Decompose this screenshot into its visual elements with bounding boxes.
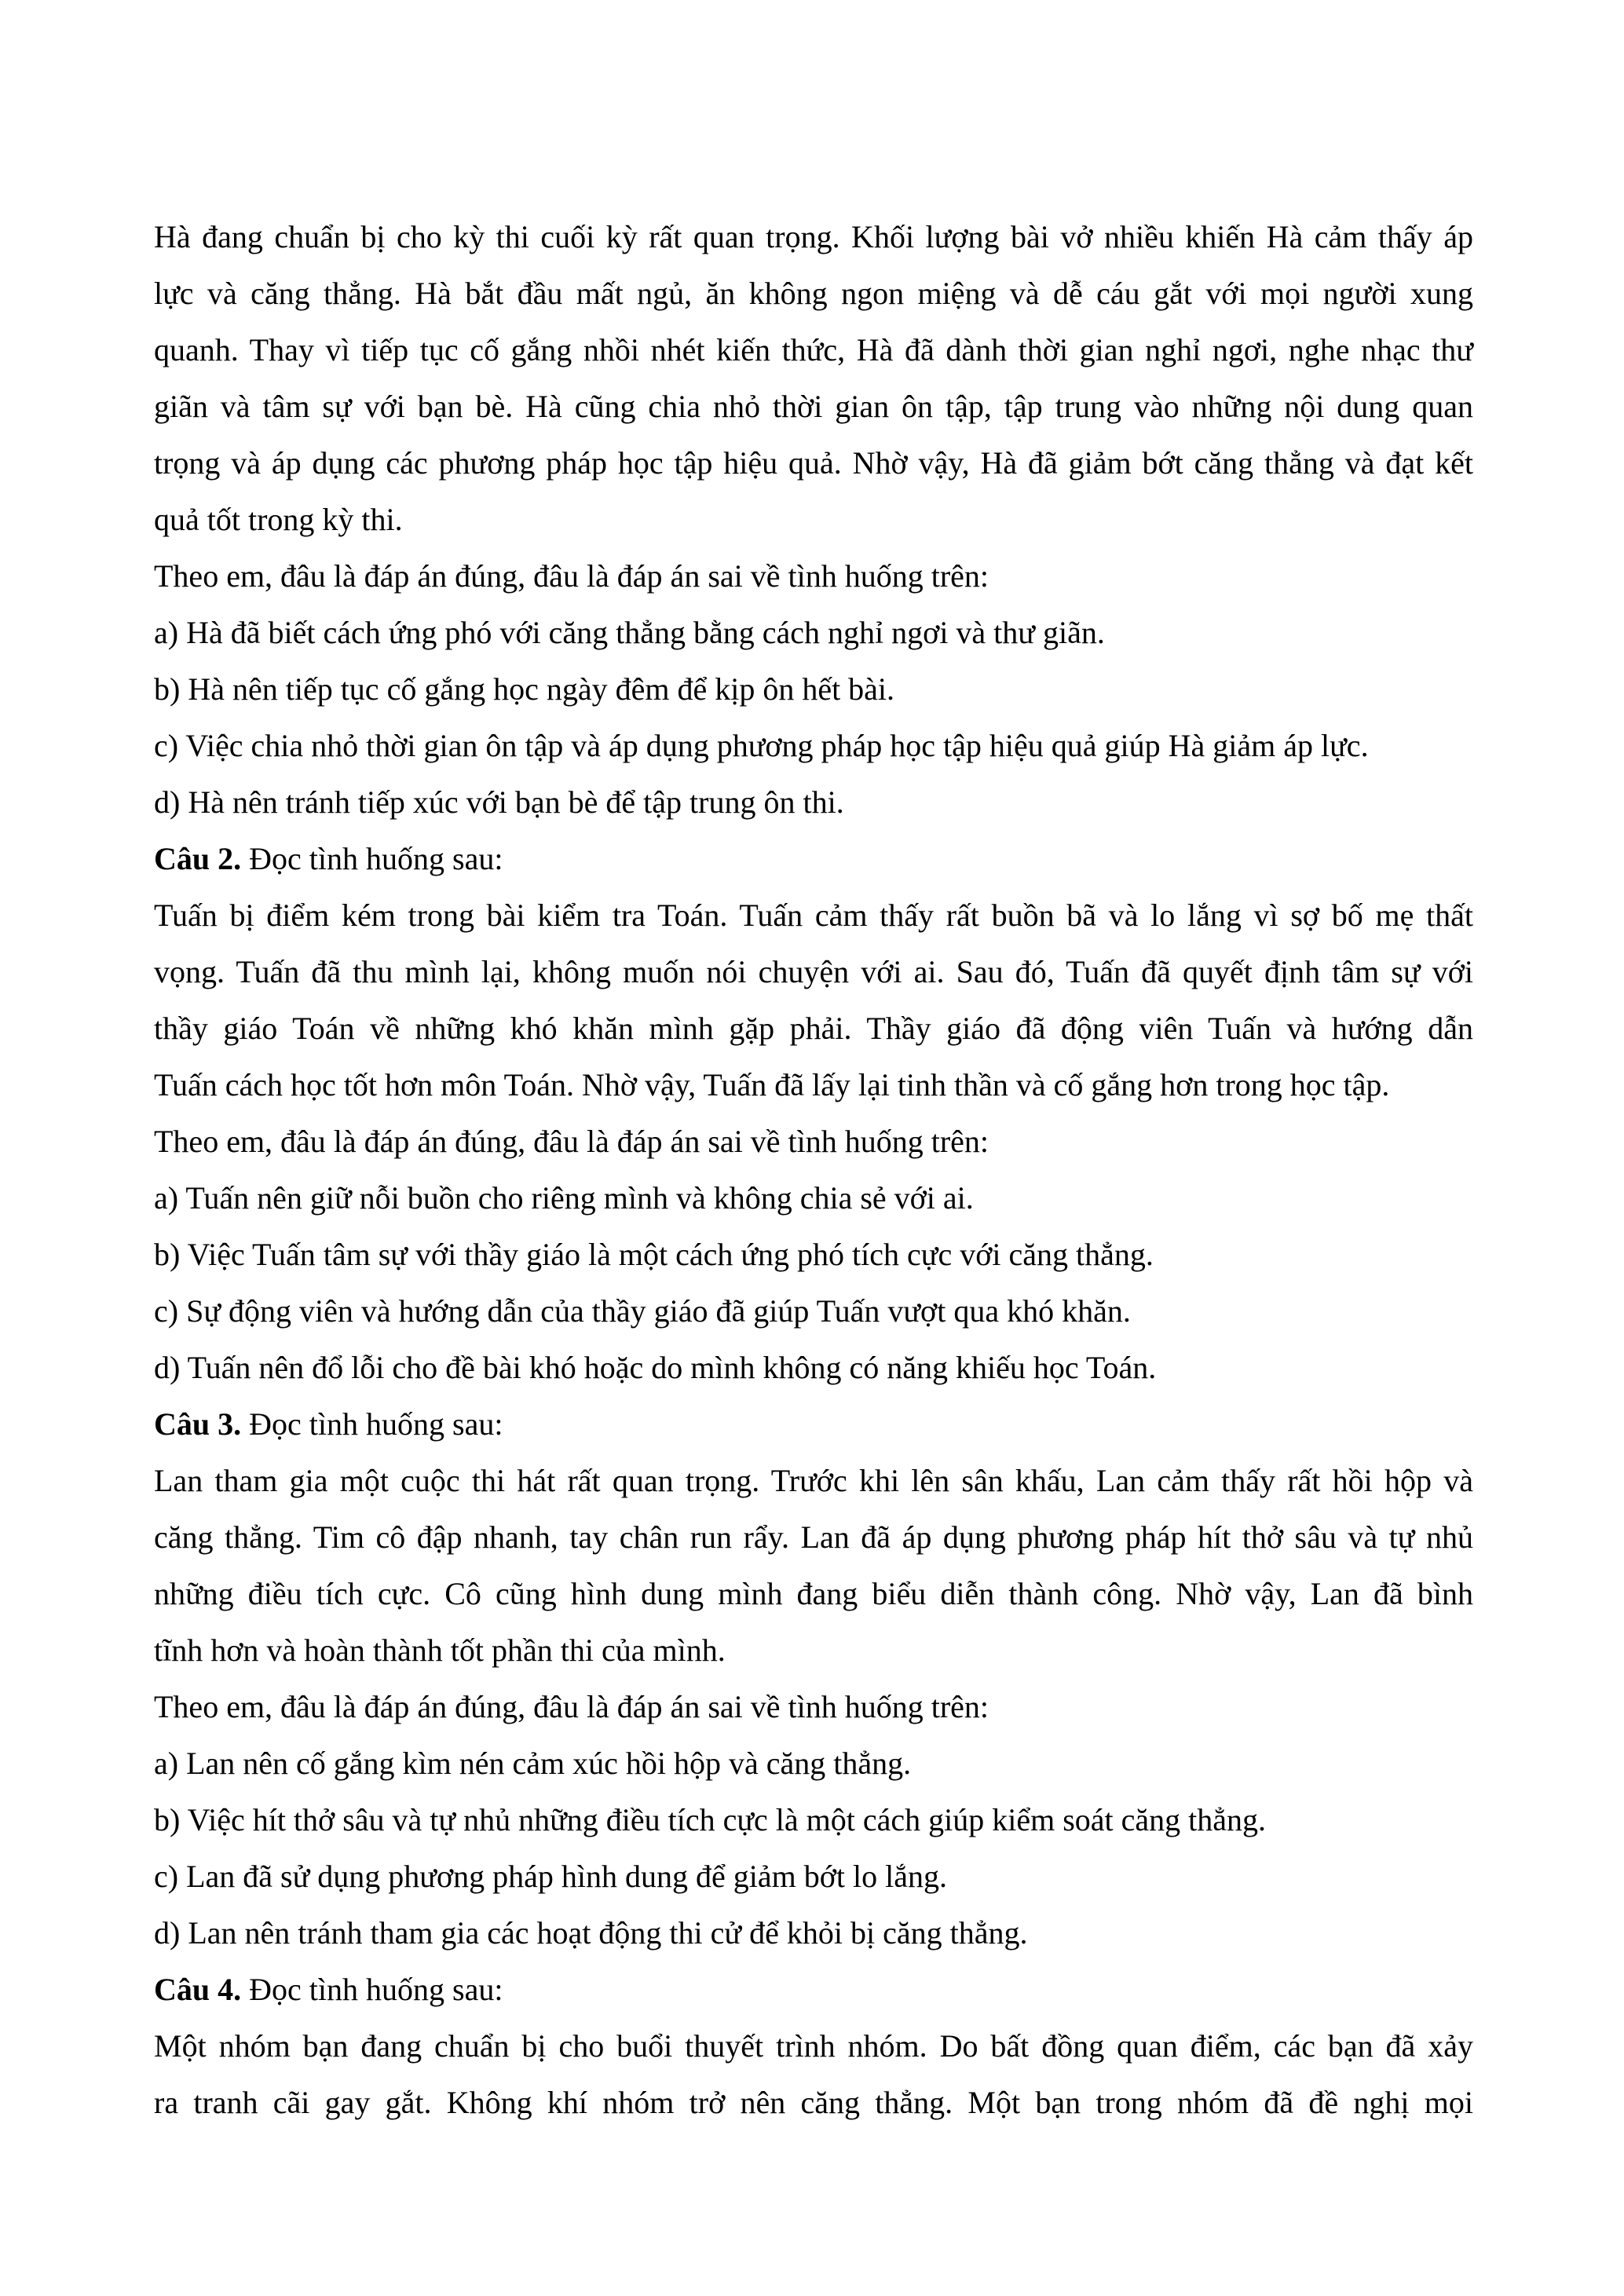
question-1-passage <box>154 209 1473 548</box>
passage-line: Tuấn cách học tốt hơn môn Toán. Nhờ vậy, Tuấn đã lấy lại tinh thần và cố gắng hơn trong học tập. <box>154 1067 1390 1102</box>
passage-line: những điều tích cực. Cô cũng hình dung mình đang biểu diễn thành công. Nhờ vậy, Lan đã bình <box>154 1576 1473 1611</box>
option-d: d) Lan nên tránh tham gia các hoạt động thi cử để khỏi bị căng thẳng. <box>154 1915 1028 1951</box>
passage-line: trọng và áp dụng các phương pháp học tập hiệu quả. Nhờ vậy, Hà đã giảm bớt căng thẳng và đạt kết <box>154 445 1473 481</box>
option-b: b) Việc hít thở sâu và tự nhủ những điều tích cực là một cách giúp kiểm soát căng thẳng. <box>154 1802 1267 1837</box>
question-2-label: Câu 2. <box>154 841 242 876</box>
passage-line: Lan tham gia một cuộc thi hát rất quan trọng. Trước khi lên sân khấu, Lan cảm thấy rất hồi hộp và <box>154 1463 1473 1498</box>
option-d: d) Hà nên tránh tiếp xúc với bạn bè để tập trung ôn thi. <box>154 784 844 820</box>
passage-line: vọng. Tuấn đã thu mình lại, không muốn nói chuyện với ai. Sau đó, Tuấn đã quyết định tâm sự với <box>154 954 1473 989</box>
option-d: d) Tuấn nên đổ lỗi cho đề bài khó hoặc do mình không có năng khiếu học Toán. <box>154 1350 1157 1385</box>
passage-line: quanh. Thay vì tiếp tục cố gắng nhồi nhét kiến thức, Hà đã dành thời gian nghỉ ngơi, nghe nhạc thư <box>154 332 1473 367</box>
question-4-heading <box>154 1961 1473 2018</box>
question-2-options <box>154 1170 1473 1396</box>
question-1-options <box>154 605 1473 831</box>
option-c: c) Sự động viên và hướng dẫn của thầy giáo đã giúp Tuấn vượt qua khó khăn. <box>154 1293 1131 1329</box>
question-2-instruction: Đọc tình huống sau: <box>241 841 503 876</box>
question-3-heading <box>154 1396 1473 1453</box>
passage-line: Một nhóm bạn đang chuẩn bị cho buổi thuyết trình nhóm. Do bất đồng quan điểm, các bạn đã xảy <box>154 2028 1473 2064</box>
passage-line: thầy giáo Toán về những khó khăn mình gặp phải. Thầy giáo đã động viên Tuấn và hướng dẫn <box>154 1011 1473 1046</box>
question-2-prompt: Theo em, đâu là đáp án đúng, đâu là đáp án sai về tình huống trên: <box>154 1124 989 1159</box>
option-c: c) Việc chia nhỏ thời gian ôn tập và áp dụng phương pháp học tập hiệu quả giúp Hà giảm áp lực. <box>154 728 1369 763</box>
passage-line: Hà đang chuẩn bị cho kỳ thi cuối kỳ rất quan trọng. Khối lượng bài vở nhiều khiến Hà cảm thấy áp <box>154 219 1473 254</box>
question-3-prompt: Theo em, đâu là đáp án đúng, đâu là đáp án sai về tình huống trên: <box>154 1689 989 1724</box>
question-3-passage <box>154 1453 1473 1679</box>
option-a: a) Lan nên cố gắng kìm nén cảm xúc hồi hộp và căng thẳng. <box>154 1746 912 1781</box>
passage-line: giãn và tâm sự với bạn bè. Hà cũng chia nhỏ thời gian ôn tập, tập trung vào những nội dung quan <box>154 389 1473 424</box>
passage-line: lực và căng thẳng. Hà bắt đầu mất ngủ, ăn không ngon miệng và dễ cáu gắt với mọi người xung <box>154 276 1473 311</box>
question-2-heading <box>154 831 1473 887</box>
passage-line: quả tốt trong kỳ thi. <box>154 502 403 537</box>
passage-line: tĩnh hơn và hoàn thành tốt phần thi của mình. <box>154 1632 726 1668</box>
question-1-prompt: Theo em, đâu là đáp án đúng, đâu là đáp án sai về tình huống trên: <box>154 558 989 594</box>
question-4-passage <box>154 2018 1473 2131</box>
passage-line: ra tranh cãi gay gắt. Không khí nhóm trở nên căng thẳng. Một bạn trong nhóm đã đề nghị mọi <box>154 2085 1473 2120</box>
option-b: b) Việc Tuấn tâm sự với thầy giáo là một cách ứng phó tích cực với căng thẳng. <box>154 1237 1154 1272</box>
document-body <box>154 209 1473 2131</box>
question-3-label: Câu 3. <box>154 1406 242 1442</box>
passage-line: căng thẳng. Tim cô đập nhanh, tay chân run rẩy. Lan đã áp dụng phương pháp hít thở sâu và tự nhủ <box>154 1519 1473 1555</box>
question-3-options <box>154 1735 1473 1961</box>
question-3-instruction: Đọc tình huống sau: <box>241 1406 503 1442</box>
question-2-passage <box>154 887 1473 1113</box>
passage-line: Tuấn bị điểm kém trong bài kiểm tra Toán. Tuấn cảm thấy rất buồn bã và lo lắng vì sợ bố mẹ thất <box>154 898 1473 933</box>
question-4-instruction: Đọc tình huống sau: <box>241 1972 503 2007</box>
option-a: a) Tuấn nên giữ nỗi buồn cho riêng mình và không chia sẻ với ai. <box>154 1180 974 1216</box>
option-b: b) Hà nên tiếp tục cố gắng học ngày đêm để kịp ôn hết bài. <box>154 671 895 707</box>
option-a: a) Hà đã biết cách ứng phó với căng thẳng bằng cách nghỉ ngơi và thư giãn. <box>154 615 1105 650</box>
option-c: c) Lan đã sử dụng phương pháp hình dung để giảm bớt lo lắng. <box>154 1859 947 1894</box>
question-4-label: Câu 4. <box>154 1972 242 2007</box>
